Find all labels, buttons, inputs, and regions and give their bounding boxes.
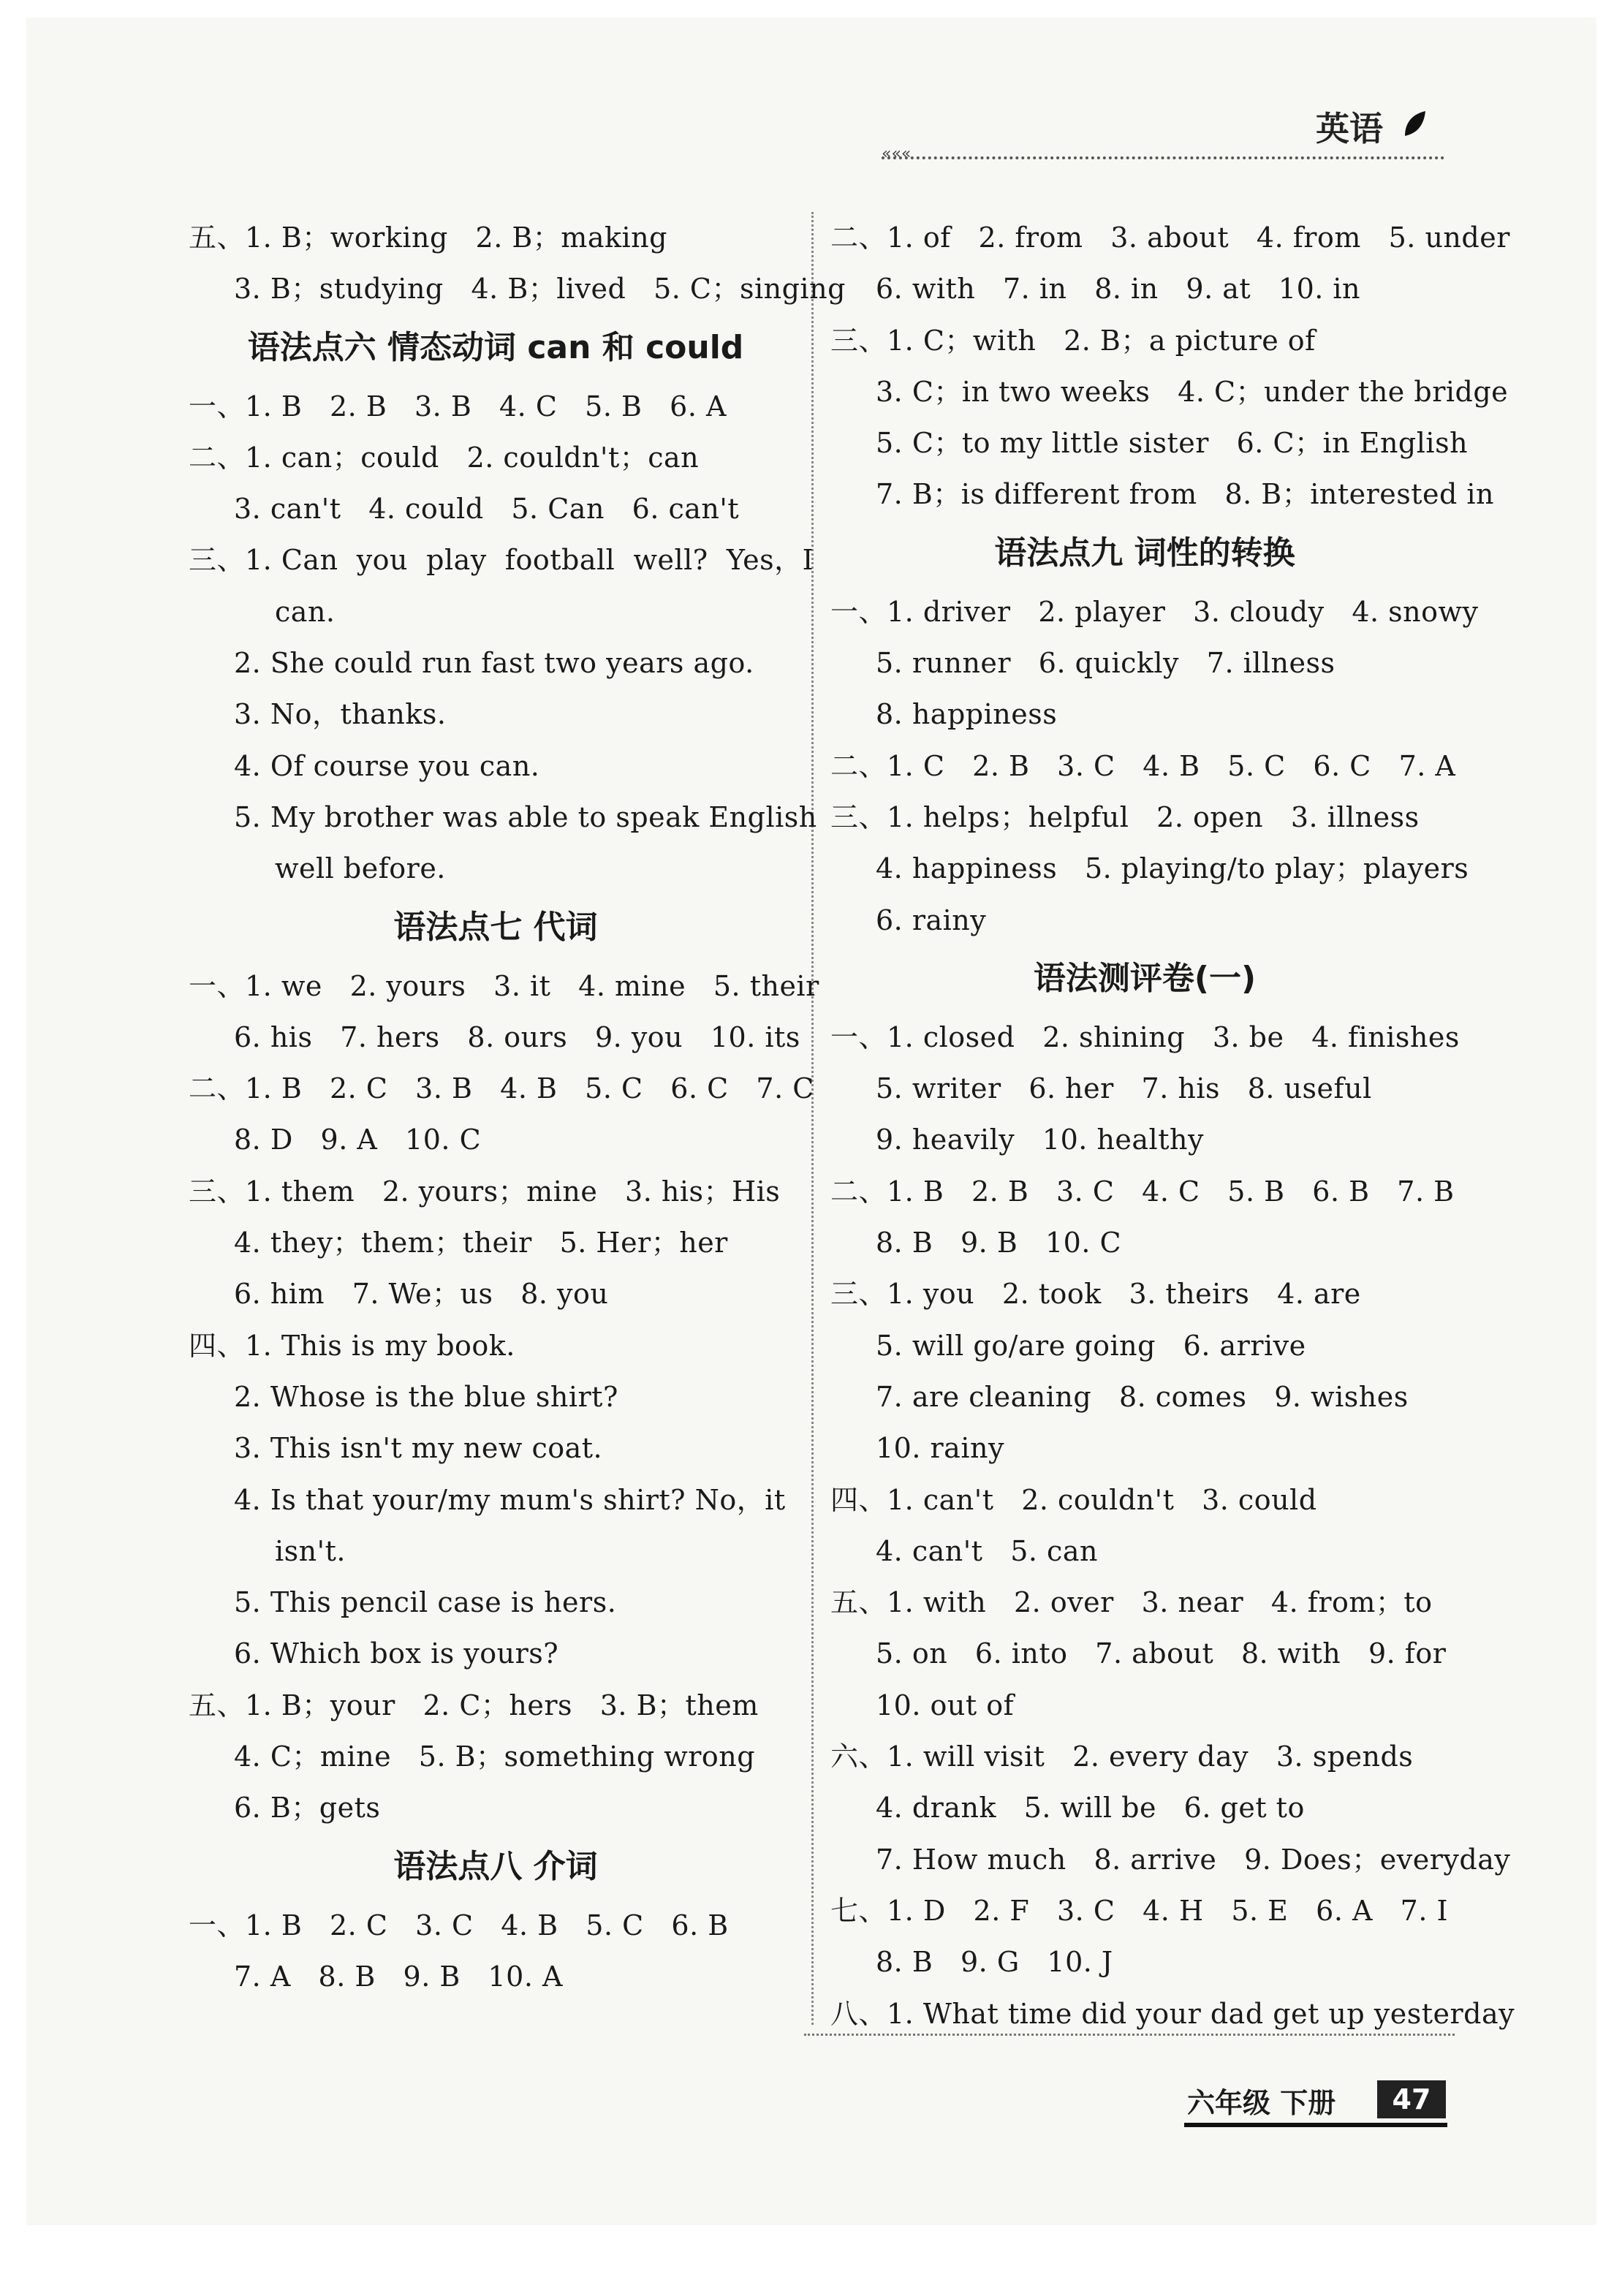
answer-line: 六、1. will visit 2. every day 3. spends: [830, 1740, 1414, 1773]
answer-line: 3. No，thanks.: [234, 698, 447, 731]
answer-line: 3. C；in two weeks 4. C；under the bridge: [876, 375, 1509, 408]
answer-line: 四、1. can't 2. couldn't 3. could: [830, 1483, 1317, 1516]
answer-line: 6. Which box is yours?: [234, 1637, 559, 1670]
answer-line: well before.: [275, 852, 446, 885]
answer-line: 五、1. with 2. over 3. near 4. from；to: [830, 1586, 1433, 1619]
right-column: [830, 212, 1515, 2039]
answer-line: 10. rainy: [876, 1432, 1004, 1465]
answer-line: 三、1. you 2. took 3. theirs 4. are: [830, 1278, 1361, 1311]
answer-line: 9. heavily 10. healthy: [876, 1124, 1204, 1156]
answer-line: 10. out of: [876, 1689, 1015, 1721]
footer-rule: [1184, 2123, 1447, 2127]
answer-line: 四、1. This is my book.: [189, 1329, 515, 1362]
answer-line: 2. She could run fast two years ago.: [234, 647, 754, 680]
answer-line: 一、1. driver 2. player 3. cloudy 4. snowy: [830, 595, 1479, 628]
section-title: 语法点九 词性的转换: [994, 534, 1295, 572]
answer-line: 一、1. we 2. yours 3. it 4. mine 5. their: [189, 969, 819, 1002]
answer-line: 八、1. What time did your dad get up yesterday: [830, 1997, 1515, 2030]
answer-line: 6. him 7. We；us 8. you: [234, 1278, 609, 1311]
answer-line: 5. on 6. into 7. about 8. with 9. for: [876, 1637, 1447, 1670]
answer-line: 4. drank 5. will be 6. get to: [876, 1792, 1305, 1825]
answer-line: 一、1. closed 2. shining 3. be 4. finishes: [830, 1020, 1460, 1053]
answer-line: 一、1. B 2. B 3. B 4. C 5. B 6. A: [189, 390, 727, 423]
section-title: 语法点八 介词: [393, 1847, 598, 1885]
answer-line: 5. will go/are going 6. arrive: [876, 1329, 1306, 1362]
subject-label: 英语: [1316, 109, 1383, 148]
answer-line: 3. B；studying 4. B；lived 5. C；singing: [234, 273, 846, 306]
answer-line: 三、1. C；with 2. B；a picture of: [830, 324, 1316, 357]
answer-line: 4. they；them；their 5. Her；her: [234, 1227, 728, 1259]
answer-line: 3. This isn't my new coat.: [234, 1432, 603, 1465]
leaf-icon: [1402, 110, 1427, 139]
grade-volume-label: 六年级 下册: [1187, 2087, 1336, 2119]
answer-line: 五、1. B；your 2. C；hers 3. B；them: [189, 1689, 759, 1721]
answer-line: 5. This pencil case is hers.: [234, 1586, 617, 1619]
answer-line: 4. C；mine 5. B；something wrong: [234, 1740, 756, 1773]
column-divider: [811, 212, 814, 2025]
answer-line: 8. happiness: [876, 698, 1058, 731]
answer-line: 五、1. B；working 2. B；making: [189, 221, 667, 254]
answer-line: 5. C；to my little sister 6. C；in English: [876, 427, 1469, 460]
answer-line: 二、1. B 2. C 3. B 4. B 5. C 6. C 7. C: [189, 1072, 814, 1105]
answer-line: 一、1. B 2. C 3. C 4. B 5. C 6. B: [189, 1909, 729, 1941]
header-dotted-rule: [882, 156, 1444, 159]
answer-line: 7. B；is different from 8. B；interested in: [876, 478, 1495, 511]
page-number: 47: [1377, 2080, 1446, 2118]
answer-line: 二、1. C 2. B 3. C 4. B 5. C 6. C 7. A: [830, 749, 1456, 782]
section-title: 语法点六 情态动词 can 和 could: [247, 328, 744, 366]
answer-line: 6. rainy: [876, 903, 987, 936]
answer-line: 6. with 7. in 8. in 9. at 10. in: [876, 273, 1361, 306]
answer-line: 3. can't 4. could 5. Can 6. can't: [234, 493, 740, 526]
answer-line: 8. B 9. G 10. J: [876, 1946, 1113, 1979]
answer-line: 二、1. of 2. from 3. about 4. from 5. under: [830, 221, 1510, 254]
answer-line: 2. Whose is the blue shirt?: [234, 1380, 618, 1413]
answer-line: isn't.: [275, 1534, 346, 1567]
answer-line: 二、1. B 2. B 3. C 4. C 5. B 6. B 7. B: [830, 1175, 1455, 1208]
answer-line: 三、1. Can you play football well? Yes，I: [189, 544, 814, 577]
answer-line: 七、1. D 2. F 3. C 4. H 5. E 6. A 7. I: [830, 1894, 1449, 1927]
section-title: 语法测评卷(一): [1033, 959, 1257, 997]
answer-line: 4. happiness 5. playing/to play；players: [876, 852, 1469, 885]
answer-line: 6. B；gets: [234, 1792, 381, 1825]
left-column: [189, 212, 846, 2002]
answer-line: 7. A 8. B 9. B 10. A: [234, 1960, 563, 1993]
bottom-dotted-rule: [804, 2034, 1455, 2036]
answer-line: 6. his 7. hers 8. ours 9. you 10. its: [234, 1020, 800, 1053]
answer-line: 二、1. can；could 2. couldn't；can: [189, 441, 700, 474]
answer-line: can.: [275, 595, 336, 628]
answer-line: 4. Of course you can.: [234, 749, 540, 782]
answer-line: 4. can't 5. can: [876, 1534, 1098, 1567]
answer-line: 7. are cleaning 8. comes 9. wishes: [876, 1380, 1409, 1413]
answer-line: 三、1. them 2. yours；mine 3. his；His: [189, 1175, 781, 1208]
section-title: 语法点七 代词: [393, 908, 598, 946]
answer-line: 8. B 9. B 10. C: [876, 1227, 1122, 1259]
answer-line: 三、1. helps；helpful 2. open 3. illness: [830, 800, 1420, 833]
answer-line: 7. How much 8. arrive 9. Does；everyday: [876, 1843, 1511, 1876]
answer-line: 5. runner 6. quickly 7. illness: [876, 647, 1335, 680]
answer-line: 5. My brother was able to speak English: [234, 800, 817, 833]
answer-line: 4. Is that your/my mum's shirt? No，it: [234, 1483, 786, 1516]
header-arrows-icon: «««: [882, 145, 912, 163]
answer-line: 5. writer 6. her 7. his 8. useful: [876, 1072, 1372, 1105]
answer-line: 8. D 9. A 10. C: [234, 1124, 482, 1156]
